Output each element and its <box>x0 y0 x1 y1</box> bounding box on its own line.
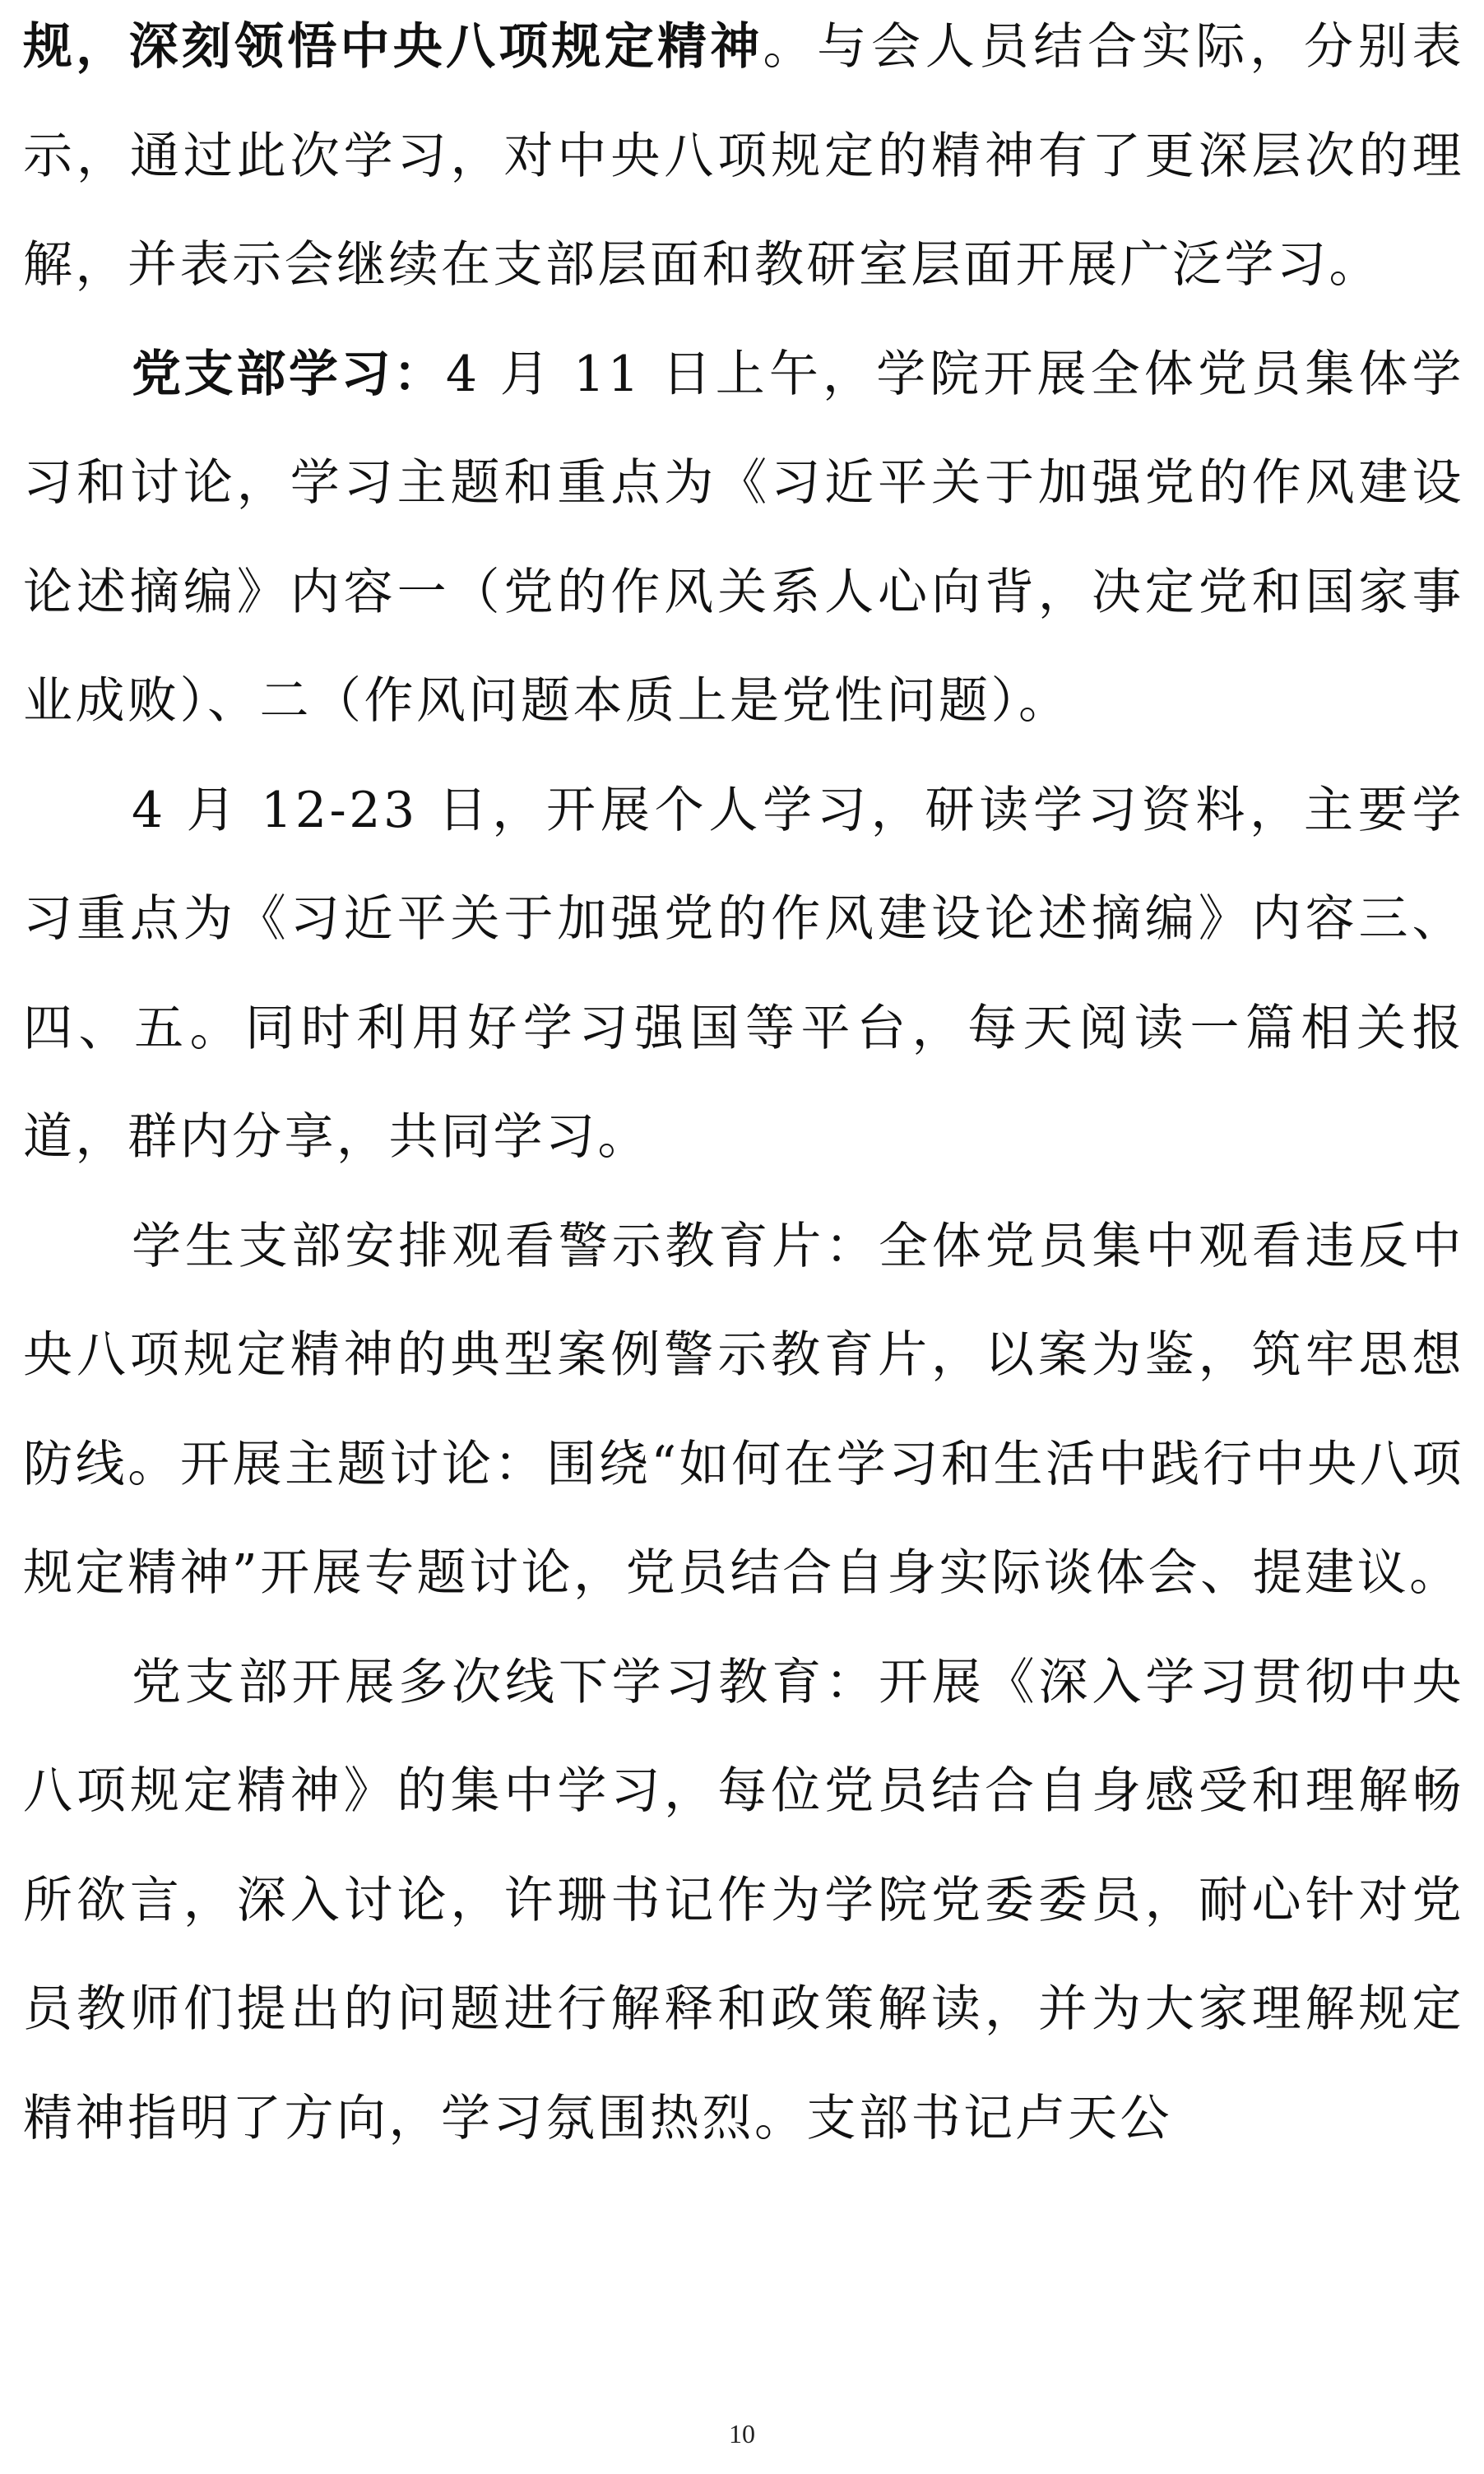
paragraph-2 <box>23 320 1464 756</box>
paragraph-4 <box>23 1192 1464 1628</box>
paragraph-3 <box>23 756 1464 1192</box>
paragraph-2-text: 4 月 11 日上午，学院开展全体党员集体学习和讨论，学习主题和重点为《习近平关于加强党的作风建设论述摘编》内容一（党的作风关系人心向背，决定党和国家事业成败）、二（作风问题本质上是党性问题）。 <box>23 345 1464 730</box>
paragraph-4-text: 学生支部安排观看警示教育片：全体党员集中观看违反中央八项规定精神的典型案例警示教育片，以案为鉴，筑牢思想防线。开展主题讨论：围绕“如何在学习和生活中践行中央八项规定精神”开展专题讨论，党员结合自身实际谈体会、提建议。 <box>23 1217 1464 1602</box>
page-number: 10 <box>729 2419 755 2448</box>
paragraph-5-text: 党支部开展多次线下学习教育：开展《深入学习贯彻中央八项规定精神》的集中学习，每位党员结合自身感受和理解畅所欲言，深入讨论，许珊书记作为学院党委委员，耐心针对党员教师们提出的问题进行解释和政策解读，并为大家理解规定精神指明了方向，学习氛围热烈。支部书记卢天公 <box>23 1653 1464 2147</box>
paragraph-1-lead: 规，深刻领悟中央八项规定精神 <box>23 18 763 76</box>
paragraph-1-text: 。与会人员结合实际，分别表示，通过此次学习，对中央八项规定的精神有了更深层次的理解，并表示会继续在支部层面和教研室层面开展广泛学习。 <box>23 18 1464 294</box>
paragraph-2-lead: 党支部学习： <box>132 345 446 403</box>
document-page <box>23 0 1464 2474</box>
paragraph-5 <box>23 1628 1464 2174</box>
paragraph-1 <box>23 0 1464 320</box>
paragraph-3-text: 4 月 12-23 日，开展个人学习，研读学习资料，主要学习重点为《习近平关于加强党的作风建设论述摘编》内容三、四、五。同时利用好学习强国等平台，每天阅读一篇相关报道，群内分享，共同学习。 <box>23 781 1464 1166</box>
